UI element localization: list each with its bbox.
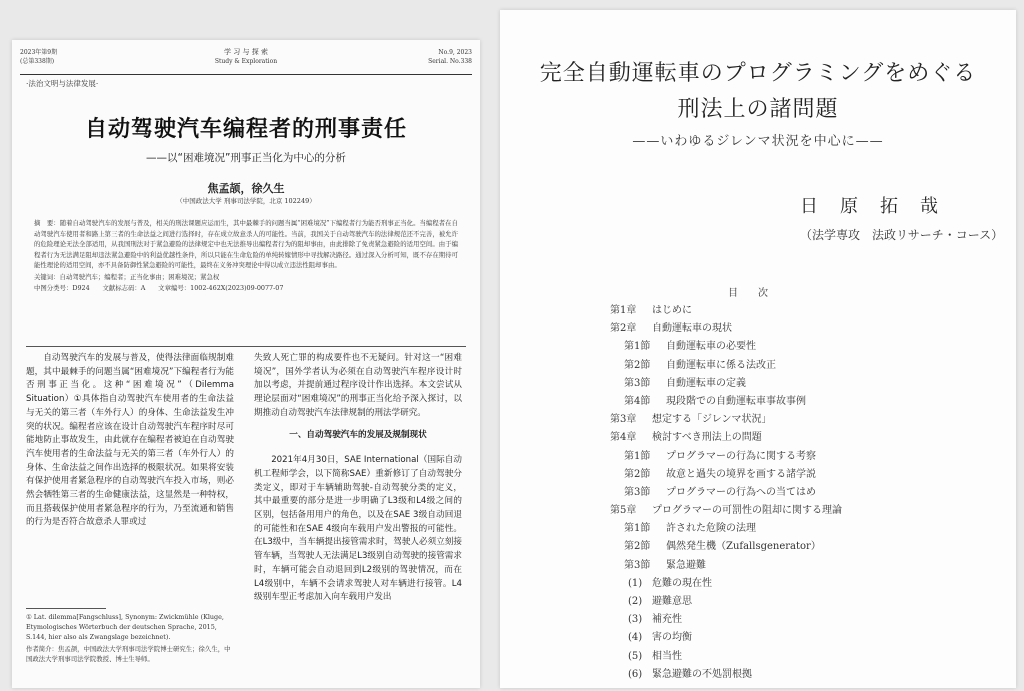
toc-entry-number: 第3節 [624,486,651,498]
toc-entry-text: 現段階での自動運転車事故事例 [666,395,806,407]
section-heading: 一、自动驾驶汽车的发展及规制现状 [289,429,427,440]
journal-cn: 学 习 与 探 索 [224,48,268,56]
keywords: 关键词：自动驾驶汽车；编程者；正当化事由；困难境况；紧急权 [34,272,220,281]
toc-entry-number: 第2章 [610,323,637,335]
toc-entry-text: 検討すべき刑法上の問題 [652,432,762,444]
toc-entry-number: (1) [628,577,643,589]
toc-entry-number: 第2節 [624,468,651,480]
toc-entry-text: はじめに [652,305,692,316]
article-title: 自动驾驶汽车编程者的刑事责任 [84,117,407,142]
toc-entry-number: (2) [628,596,643,607]
chinese-article-page [12,40,480,688]
toc-entry-text: 自動運転車の定義 [666,377,746,389]
thesis-author: 日原拓哉 [800,196,960,217]
toc-entry-text: プログラマーの可罰性の阻却に関する理論 [652,505,842,517]
toc-entry-text: 自動運転車の現状 [652,323,732,335]
toc-entry-number: (4) [628,632,643,644]
body-column-left [26,352,234,578]
toc-entry-number: 第4節 [624,395,651,407]
body-paragraph: 2021年4月30日，SAE International（国际自动机工程师学会，以下简称SAE）重新修订了自动驾驶分类定义，即对于车辆辅助驾驶-自动驾驶分类的定义，其中最重要的部分是进一步明确了L3级和L4级之间的区别，包括备用用户的角色，以及在SAE 3级自动回退的可能性和在SAE 4级向车载用户发出警报的可能性。在L3级中，当车辆提出接管需求时，驾驶人必须立刻接管车辆，当驾驶人无法满足L3级别自动驾驶的接管需求时，车辆可能会自动退回到L2级别的驾驶情况，而在L4级别中，车辆不会请求驾驶人对车辆进行接管。L4级别车型正考虑加入向车载用户发出 [254,455,462,603]
toc-entry-number: 第3章 [610,414,637,426]
toc-entry-number: (3) [628,614,643,626]
article-authors: 焦孟颉，徐久生 [207,182,285,195]
toc-entry-text: 自動運転車に係る法改正 [666,359,776,371]
body-paragraph: 自动驾驶汽车的发展与普及，使得法律面临规制难题，其中最棘手的问题当属“困难境况”下编程者行为能否刑事正当化。这种“困难境况”（Dilemma Situation）①具体指自动驾驶汽车使用者的生命法益与无关的第三者（车外行人）的身体、生命法益发生冲突的状况。编程者应该在设计自动驾驶汽车程序时尽可能地防止事故发生，由此就存在编程者被迫在自动驾驶汽车使用者的生命法益与无关的第三者（车外行人）的身体、生命法益之间作出选择的极限状况。如果将安装有保护使用者紧急程序的自动驾驶汽车投入市场，则必然会牺牲第三者的生命健康法益，这显然是一种特权，而且搭载保护使用者紧急程序的行为，乃至流通和销售的行为是否符合故意杀人罪或过 [26,353,234,528]
toc-entry [610,338,990,356]
toc-entry-number: (6) [628,668,643,680]
toc-entry-number: 第3節 [624,377,651,389]
toc-entry-text: 偶然発生機（Zufallsgenerator） [666,541,821,553]
toc-entry [610,502,990,520]
toc-entry [610,557,990,575]
toc-entry-text: 緊急避難 [666,559,706,571]
footnote-1: ① Lat. dilemma[Fangschluss], Synonym: Zwickmühle (Kluge, Etymologisches Wörterbuch der deutschen Sprache, 2015, S.144, hier also als Zwangslage bezeichnet). [26,613,224,641]
author-affiliation: （中国政法大学 刑事司法学院，北京 102249） [176,197,316,205]
thesis-course: （法学専攻 法政リサーチ・コース） [800,228,1004,242]
author-bio: 作者简介：焦孟颉，中国政法大学刑事司法学院博士研究生；徐久生，中国政法大学刑事司法学院教授、博士生导师。 [26,645,231,663]
issue-line2: (总第338期) [20,58,55,65]
section-tag: ·法治文明与法律发展· [26,79,99,88]
toc-entry-text: 避難意思 [652,596,692,607]
toc-entry [610,611,990,629]
toc-entry-text: プログラマーの行為に関する考察 [666,450,816,462]
toc-entry [610,484,990,502]
toc-entry [610,648,990,666]
toc-entry-number: 第2節 [624,359,651,371]
toc-entry [610,393,990,411]
issue-en-line1: No.9, 2023 [438,49,472,56]
classification: 中图分类号：D924 文献标志码：A 文章编号：1002-462X(2023)09-0077-07 [34,284,284,292]
abstract-divider [26,346,466,347]
toc-entry [610,375,990,393]
thesis-subtitle: ——いわゆるジレンマ状況を中心に—— [632,134,884,149]
toc-entry [610,593,990,611]
thesis-title-line1: 完全自動運転車のプログラミングをめぐる [539,61,977,86]
header-rule [20,74,472,75]
abstract-block [34,218,458,294]
toc-entry [610,411,990,429]
toc-heading: 目次 [728,288,788,299]
toc-entry [610,629,990,647]
toc-entry-text: 故意と過失の境界を画する諸学説 [666,468,816,480]
toc-entry-number: 第4章 [610,432,637,444]
footnotes [26,612,236,666]
body-paragraph: 失致人死亡罪的构成要件也不无疑问。针对这一“困难境况”，国外学者认为必须在自动驾驶汽车程序设计时加以考虑，并提前通过程序设计作出选择。本文尝试从理论层面对“困难境况”的刑事正当化给予深入探讨，以期推动自动驾驶汽车法律规制的刑法学研究。 [254,353,462,418]
toc-entry-number: 第2節 [624,541,651,553]
toc-entry-text: 自動運転車の必要性 [666,341,756,353]
toc-entry [610,466,990,484]
toc-entry [610,666,990,684]
toc-entry [610,357,990,375]
toc-entry-number: 第1節 [624,341,651,353]
toc-entry-text: 害の均衡 [652,632,692,644]
toc-entry [610,429,990,447]
toc-entry-text: 緊急避難の不処罰根拠 [652,668,752,680]
table-of-contents [610,302,990,684]
toc-entry-text: 許された危険の法理 [666,523,756,535]
abstract-text: 摘 要：随着自动驾驶汽车的发展与普及，相关的刑法课题应运而生，其中最棘手的问题当属“困难境况”下编程者行为能否刑事正当化。当编程者在自动驾驶汽车使用者和路上第三者的生命法益之间进行选择时，存在成立故意杀人的可能性。当前，我国关于自动驾驶汽车的法律规范还不完善，被允许的危险理论无法全部适用，从我国刑法对于紧急避险的法律规定中也无法推导出编程者行为的阻却事由，由此排除了免责紧急避险的适用空间。由于编程者行为无法满足阻却违法紧急避险中的利益优越性条件，所以只能在生命危险的单纯转嫁情形中寻找解决路径。通过深入分析可知，既不存在期待可能性理论的适用空间，亦不具备防御性紧急避险的可能性，最终在义务冲突理论中得以成立违法性阻却事由。 [34,219,458,269]
body-column-right [254,352,462,688]
footnote-rule [26,608,106,609]
toc-entry [610,520,990,538]
toc-entry [610,575,990,593]
toc-entry-number: 第3節 [624,559,651,571]
toc-entry [610,320,990,338]
article-subtitle: ——以“困难境况”刑事正当化为中心的分析 [146,152,346,164]
toc-entry-text: 相当性 [652,650,682,662]
toc-entry-number: 第1節 [624,523,651,535]
toc-entry-text: 危難の現在性 [652,577,712,589]
thesis-title-line2: 刑法上の諸問題 [677,97,839,122]
toc-entry-number: 第5章 [610,505,637,517]
toc-entry [610,302,990,320]
toc-entry-number: (5) [628,650,643,662]
japanese-thesis-page [500,10,1016,688]
toc-entry-text: プログラマーの行為への当てはめ [666,486,816,498]
issue-en-line2: Serial. No.338 [428,58,472,65]
issue-line1: 2023年第9期 [20,49,58,56]
toc-entry-text: 補充性 [652,614,682,626]
toc-entry-number: 第1章 [610,305,637,316]
toc-entry [610,448,990,466]
toc-entry-number: 第1節 [624,450,651,462]
issue-info-en [428,48,472,66]
toc-entry [610,538,990,556]
journal-en: Study & Exploration [214,58,278,65]
toc-entry-text: 想定する「ジレンマ状況」 [652,414,772,426]
journal-name [20,48,472,66]
